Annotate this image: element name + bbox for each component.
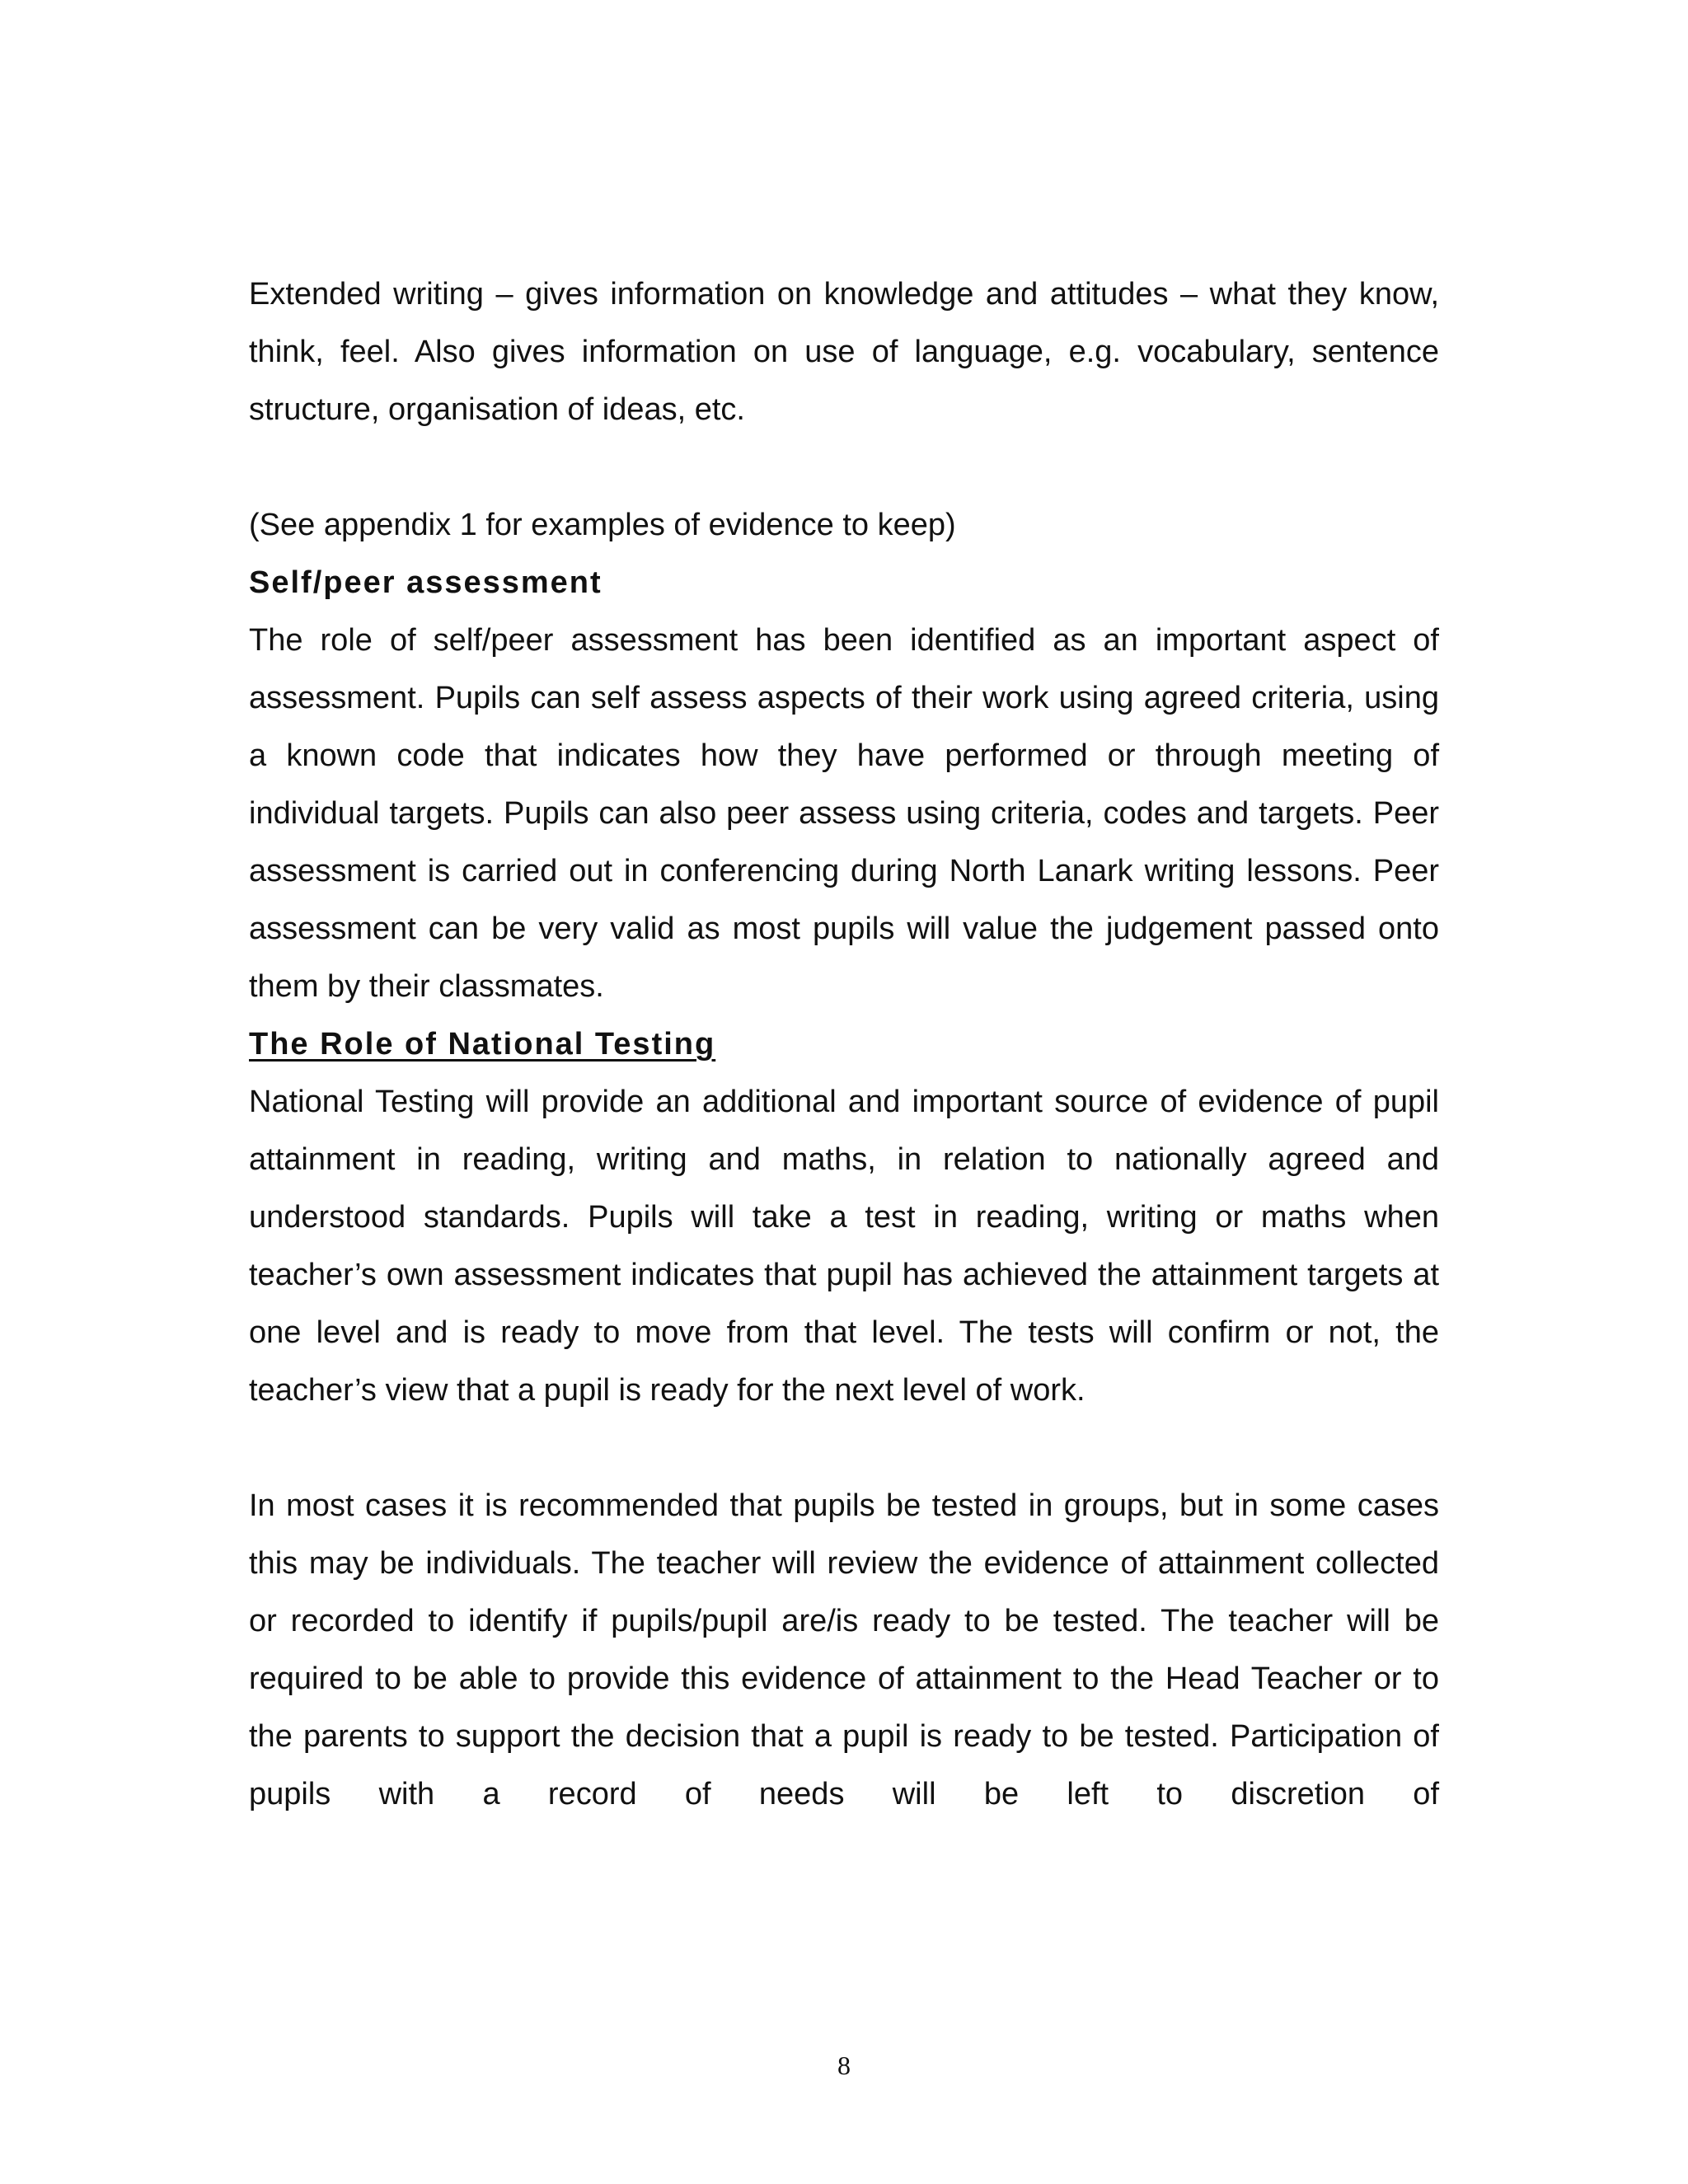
page-content <box>249 265 1439 1823</box>
paragraph-extended-writing: Extended writing – gives information on knowledge and attitudes – what they know, think, feel. Also gives information on use of language, e.g. vocabulary, sentence structure, organisation of ideas, etc. <box>249 277 1439 427</box>
heading-national-testing: The Role of National Testing <box>249 1027 716 1062</box>
paragraph-national-testing-2: In most cases it is recommended that pupils be tested in groups, but in some cases this may be individuals. The teacher will review the evidence of attainment collected or recorded to identify if pupils/pupil are/is ready to be tested. The teacher will be required to be able to provide this evidence of attainment to the Head Teacher or to the parents to support the decision that a pupil is ready to be tested. Participation of pupils with a record of needs will be left to discretion of <box>249 1488 1439 1811</box>
heading-self-peer-assessment: Self/peer assessment <box>249 565 603 600</box>
paragraph-self-peer-assessment: The role of self/peer assessment has been identified as an important aspect of assessment. Pupils can self assess aspects of their work using agreed criteria, using a known code that indicates how they have performed or through meeting of individual targets. Pupils can also peer assess using criteria, codes and targets. Peer assessment is carried out in conferencing during North Lanark writing lessons. Peer assessment can be very valid as most pupils will value the judgement passed onto them by their classmates. <box>249 623 1439 1004</box>
page-number: 8 <box>837 2050 851 2080</box>
paragraph-national-testing-1: National Testing will provide an additional and important source of evidence of pupil attainment in reading, writing and maths, in relation to nationally agreed and understood standards. Pupils will take a test in reading, writing or maths when teacher’s own assessment indicates that pupil has achieved the attainment targets at one level and is ready to move from that level. The tests will confirm or not, the teacher’s view that a pupil is ready for the next level of work. <box>249 1085 1439 1408</box>
paragraph-appendix-note: (See appendix 1 for examples of evidence to keep) <box>249 508 956 542</box>
